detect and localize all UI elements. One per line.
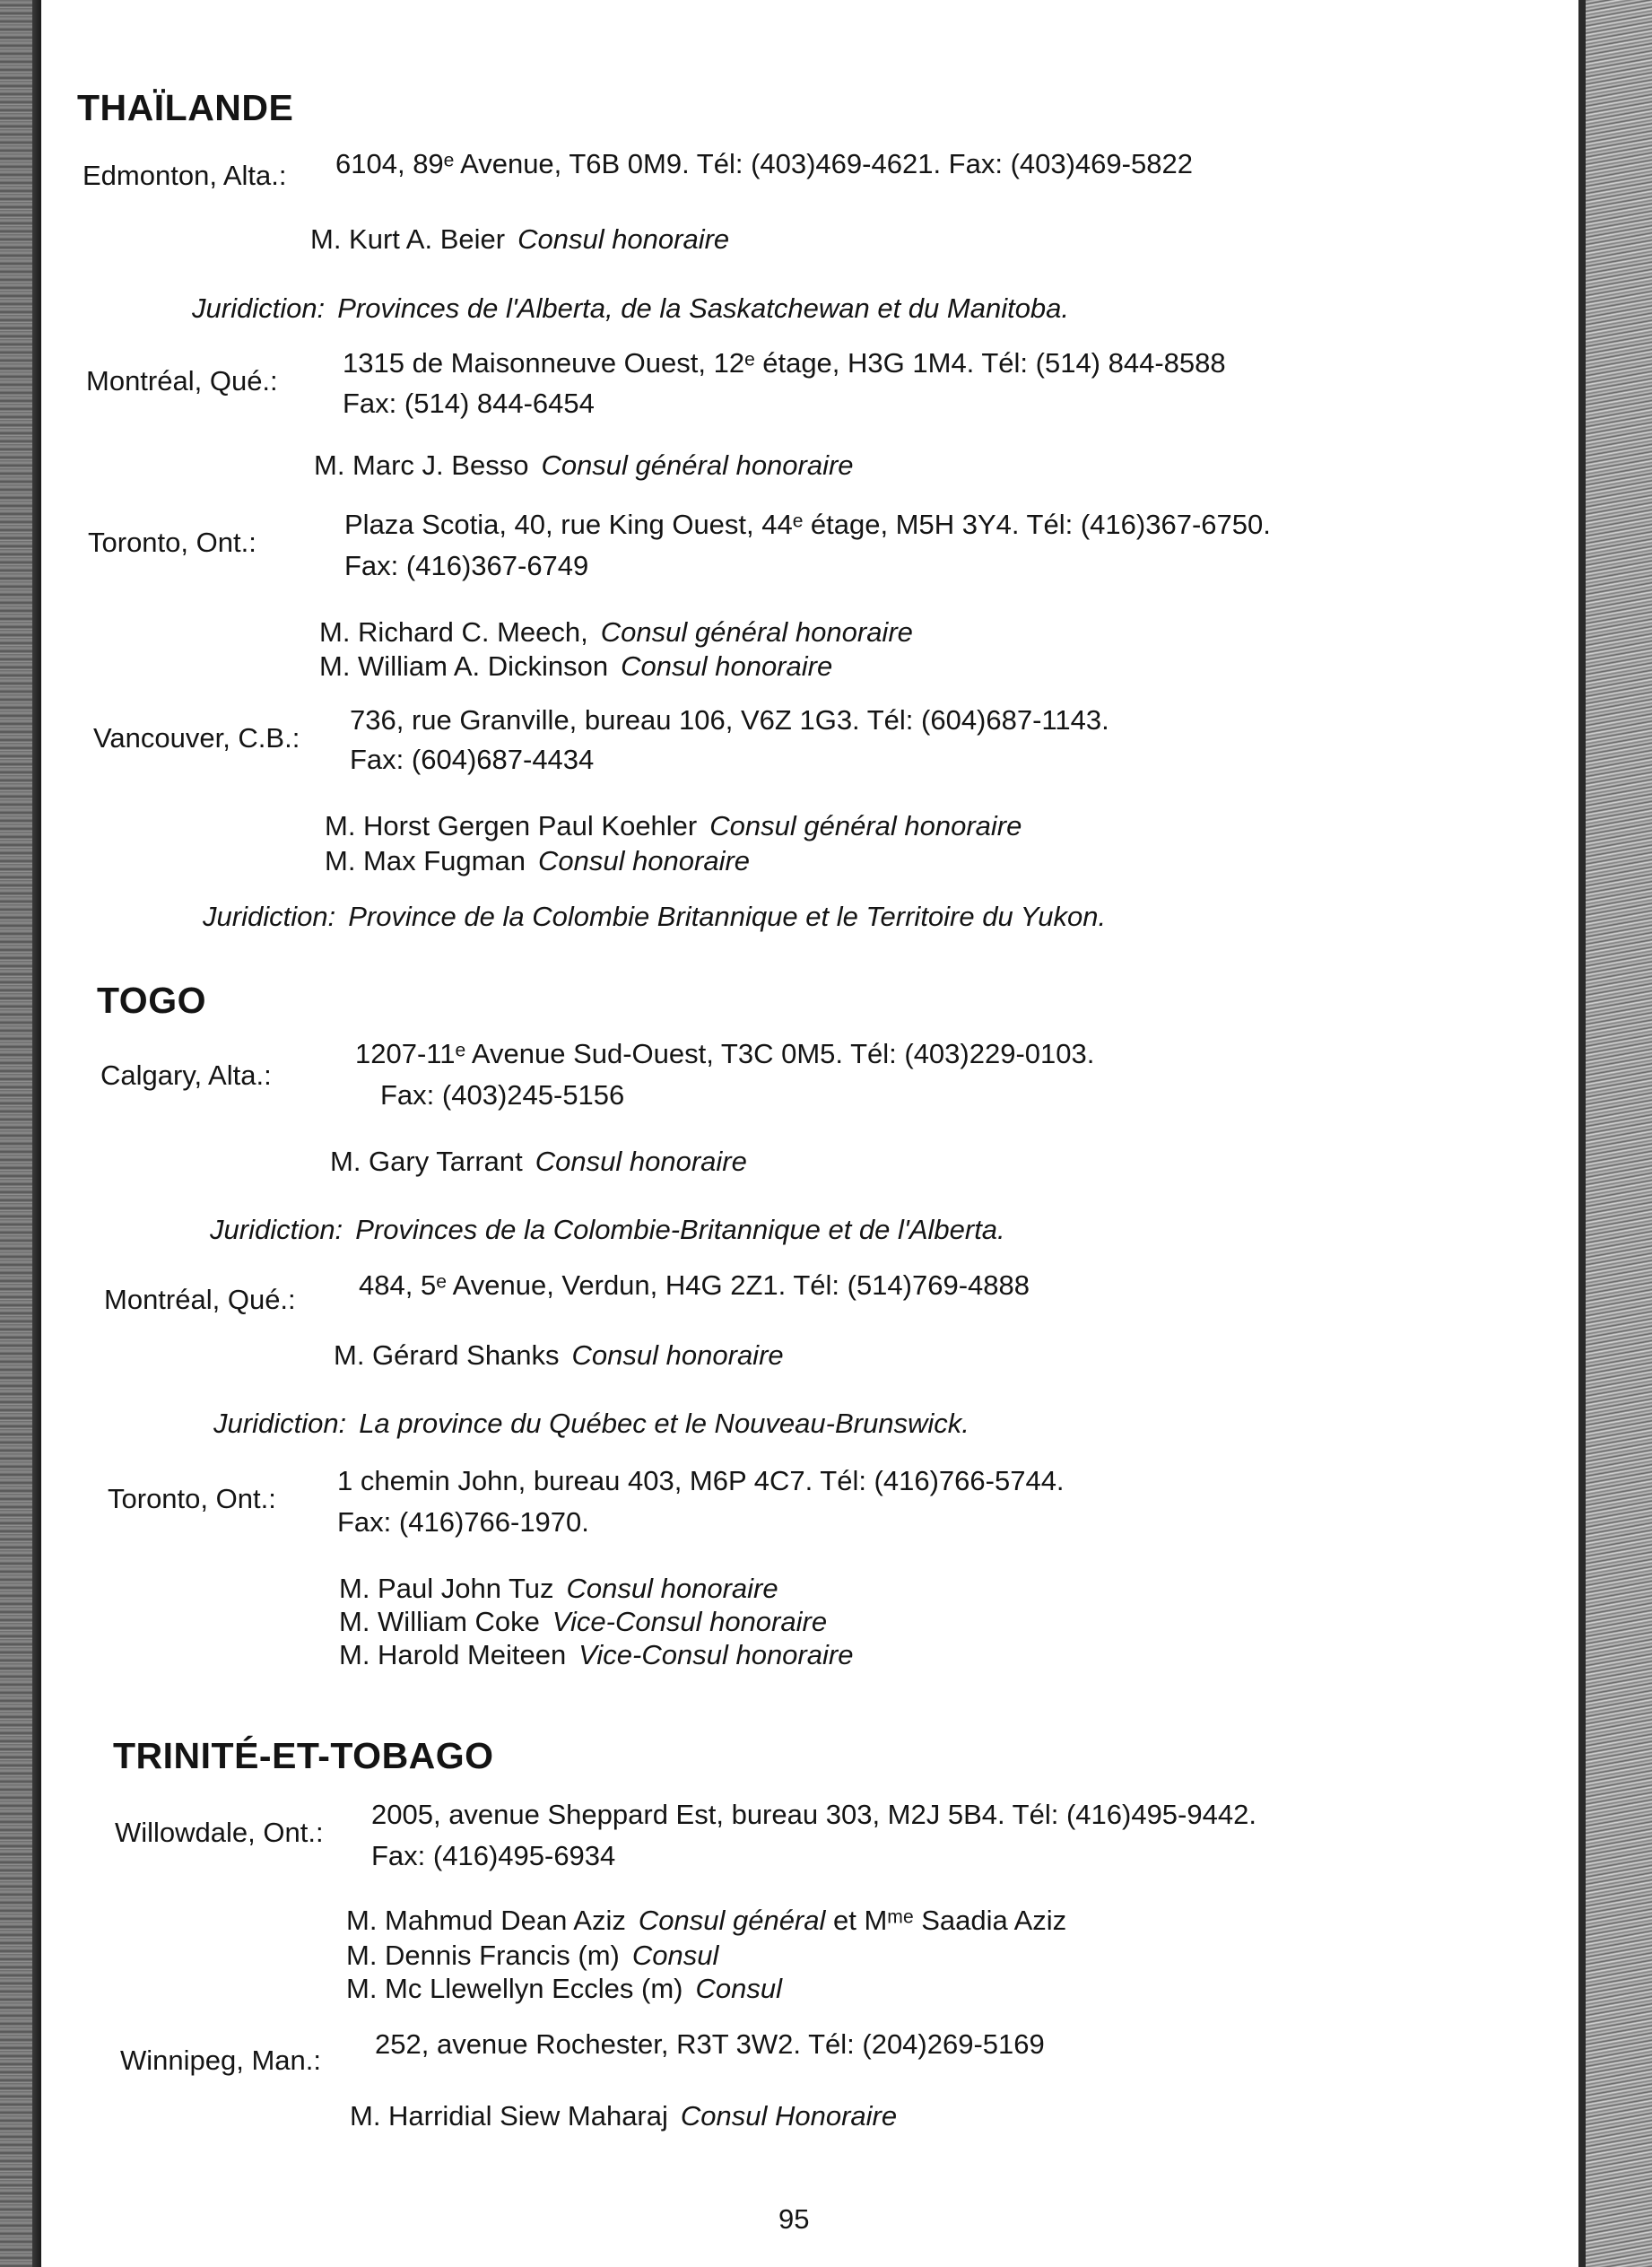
consul-title: Consul — [631, 1940, 719, 1971]
consul-entry — [325, 809, 1022, 843]
consul-name: M. Kurt A. Beier — [310, 223, 506, 255]
consul-name: M. Mahmud Dean Aziz — [346, 1905, 626, 1936]
jurisdiction-label: Juridiction: — [192, 292, 326, 324]
address-line: Fax: (416)766-1970. — [337, 1506, 589, 1538]
address-line: Fax: (604)687-4434 — [350, 744, 595, 775]
consul-entry — [339, 1605, 827, 1639]
consul-name: M. Mc Llewellyn Eccles (m) — [346, 1973, 683, 2004]
address-line: Plaza Scotia, 40, rue King Ouest, 44ᵉ étage, M5H 3Y4. Tél: (416)367-6750. — [344, 509, 1271, 540]
jurisdiction-line — [192, 292, 1069, 326]
city-label: Toronto, Ont.: — [108, 1483, 276, 1514]
consul-name: M. William A. Dickinson — [319, 650, 609, 682]
consul-name: M. Horst Gergen Paul Koehler — [325, 810, 698, 841]
address-line: 1207-11ᵉ Avenue Sud-Ouest, T3C 0M5. Tél: (403)229-0103. — [355, 1038, 1095, 1069]
consul-title: Consul général honoraire — [541, 449, 854, 481]
city-label: Vancouver, C.B.: — [93, 722, 300, 754]
address-line: 484, 5ᵉ Avenue, Verdun, H4G 2Z1. Tél: (514)769-4888 — [359, 1269, 1030, 1301]
page-binding-edge-right — [1578, 0, 1652, 2267]
jurisdiction-line — [203, 900, 1106, 934]
consul-spouse: et Mᵐᵉ Saadia Aziz — [833, 1905, 1067, 1936]
city-label: Montréal, Qué.: — [104, 1284, 296, 1315]
city-label: Winnipeg, Man.: — [120, 2045, 321, 2076]
address-line: 6104, 89ᵉ Avenue, T6B 0M9. Tél: (403)469-4621. Fax: (403)469-5822 — [335, 148, 1193, 179]
jurisdiction-label: Juridiction: — [203, 901, 336, 932]
consul-title: Vice-Consul honoraire — [552, 1606, 828, 1637]
jurisdiction-label: Juridiction: — [213, 1408, 347, 1439]
jurisdiction-line — [213, 1407, 969, 1441]
consul-entry — [346, 1904, 1066, 1938]
consul-entry — [319, 615, 913, 650]
consul-name: M. Gary Tarrant — [330, 1146, 523, 1177]
consul-entry — [319, 650, 832, 684]
city-label: Toronto, Ont.: — [88, 527, 256, 558]
consul-name: M. Paul John Tuz — [339, 1573, 554, 1604]
city-label: Montréal, Qué.: — [86, 365, 278, 397]
jurisdiction-label: Juridiction: — [210, 1214, 343, 1245]
consul-title: Consul honoraire — [621, 650, 833, 682]
consul-name: M. Richard C. Meech, — [319, 616, 588, 648]
consul-entry — [346, 1939, 718, 1973]
consul-name: M. Harridial Siew Maharaj — [350, 2100, 668, 2132]
jurisdiction-line — [210, 1213, 1005, 1247]
address-line: 1315 de Maisonneuve Ouest, 12ᵉ étage, H3G 1M4. Tél: (514) 844-8588 — [343, 347, 1226, 379]
consul-title: Consul honoraire — [566, 1573, 778, 1604]
consul-title: Consul général — [638, 1905, 826, 1936]
consul-title: Consul honoraire — [537, 845, 751, 876]
consul-entry — [339, 1638, 853, 1672]
consul-title: Consul Honoraire — [680, 2100, 898, 2132]
consul-name: M. Dennis Francis (m) — [346, 1940, 620, 1971]
consul-title: Consul honoraire — [517, 223, 730, 255]
consul-entry — [314, 449, 854, 483]
address-line: Fax: (416)495-6934 — [371, 1840, 616, 1871]
section-heading-togo: TOGO — [97, 980, 206, 1021]
address-line: 252, avenue Rochester, R3T 3W2. Tél: (204)269-5169 — [375, 2028, 1045, 2060]
consul-entry — [350, 2099, 897, 2133]
jurisdiction-text: Provinces de l'Alberta, de la Saskatchewan et du Manitoba. — [337, 292, 1070, 324]
address-line: 736, rue Granville, bureau 106, V6Z 1G3. Tél: (604)687-1143. — [350, 704, 1109, 736]
city-label: Willowdale, Ont.: — [115, 1817, 324, 1848]
consul-entry — [325, 844, 750, 878]
consul-name: M. Marc J. Besso — [314, 449, 529, 481]
section-heading-trinite-et-tobago: TRINITÉ-ET-TOBAGO — [113, 1735, 494, 1776]
consul-name: M. William Coke — [339, 1606, 540, 1637]
address-line: Fax: (514) 844-6454 — [343, 388, 595, 419]
consul-name: M. Gérard Shanks — [334, 1339, 560, 1371]
consul-name: M. Max Fugman — [325, 845, 526, 876]
jurisdiction-text: Provinces de la Colombie-Britannique et de l'Alberta. — [355, 1214, 1005, 1245]
consul-entry — [334, 1338, 784, 1373]
jurisdiction-text: La province du Québec et le Nouveau-Brunswick. — [359, 1408, 969, 1439]
section-heading-thailande: THAÏLANDE — [77, 87, 294, 128]
city-label: Calgary, Alta.: — [100, 1059, 272, 1091]
address-line: Fax: (416)367-6749 — [344, 550, 589, 581]
consul-title: Consul général honoraire — [600, 616, 913, 648]
consul-entry — [330, 1145, 747, 1179]
page-number: 95 — [778, 2203, 810, 2235]
consul-title: Vice-Consul honoraire — [578, 1639, 854, 1670]
consul-title: Consul général honoraire — [709, 810, 1022, 841]
consul-entry — [339, 1572, 778, 1606]
address-line: 2005, avenue Sheppard Est, bureau 303, M2J 5B4. Tél: (416)495-9442. — [371, 1799, 1256, 1830]
jurisdiction-text: Province de la Colombie Britannique et le Territoire du Yukon. — [348, 901, 1107, 932]
address-line: 1 chemin John, bureau 403, M6P 4C7. Tél: (416)766-5744. — [337, 1465, 1065, 1496]
consul-name: M. Harold Meiteen — [339, 1639, 567, 1670]
consul-entry — [310, 222, 729, 257]
consul-entry — [346, 1972, 782, 2006]
consul-title: Consul honoraire — [571, 1339, 784, 1371]
address-line: Fax: (403)245-5156 — [380, 1079, 625, 1111]
city-label: Edmonton, Alta.: — [83, 160, 287, 191]
consul-title: Consul — [695, 1973, 782, 2004]
consul-title: Consul honoraire — [535, 1146, 747, 1177]
